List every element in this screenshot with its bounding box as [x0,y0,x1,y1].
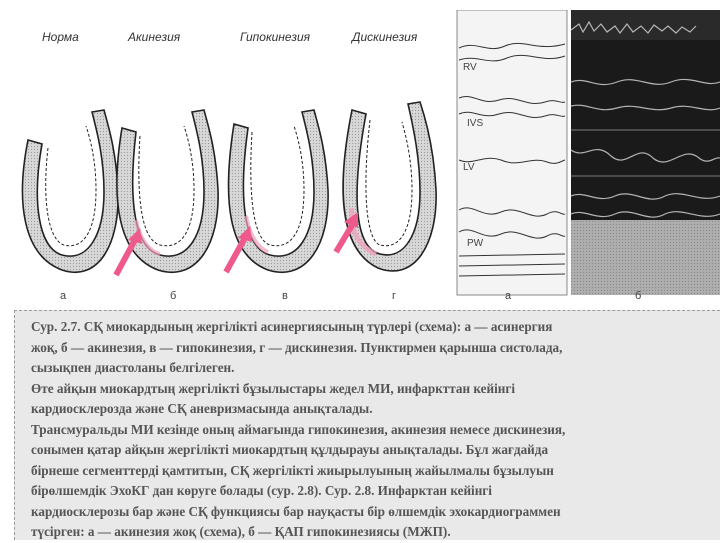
ventricle-hypokinesia [226,110,328,272]
caption-line: сызықпен диастоланы белгілеген. [31,360,235,375]
echo-label-ivs: IVS [467,118,484,129]
caption-line: кардиосклерозда және СҚ аневризмасында анықталады. [31,401,373,416]
panel-title-akinesia: Акинезия [128,30,181,44]
echo-label-lv: LV [463,162,475,173]
panel-letter-c: в [282,290,288,302]
ventricle-dyskinesia [336,102,436,271]
ventricle-schematics [0,40,440,330]
panel-title-norm: Норма [42,30,79,44]
caption-line: Өте айқын миокардтың жергілікті бұзылыстары жедел МИ, инфаркттан кейінгі [31,380,516,396]
panel-title-dyskinesia: Дискинезия [352,30,418,44]
caption-line: сонымен қатар айқын жергілікті миокардтың құлдырауы анықталады. Бұл жағдайда [31,442,549,457]
echo-label-rv: RV [463,62,477,73]
ventricle-normal [22,110,118,272]
panel-title-hypokinesia: Гипокинезия [240,30,311,44]
caption-line: Трансмуральды МИ кезінде оның аймағында гипокинезия, акинезия немесе дискинезия, [31,421,566,437]
echo-letter-b: б [635,290,642,302]
caption-line: түсірген: а — акинезия жоқ (схема), б — ҚАП гипокинезиясы (МЖП). [31,524,451,539]
panel-letter-d: г [392,290,397,302]
echo-label-pw: PW [467,238,484,249]
caption-line: кардиосклерозы бар және СҚ функциясы бар науқасты бір өлшемдік эхокардиограммен [31,503,561,519]
echocardiogram [447,10,720,300]
ventricle-akinesia [116,110,218,275]
echo-letter-a: а [505,290,512,302]
panel-letter-a: а [60,290,67,302]
caption-line: бірнеше сегменттерді қамтитын, СҚ жергілікті жиырылуының жайылмалы бұзылуын [31,462,554,478]
caption-line: бірөлшемдік ЭхоКГ дан көруге болады (сур. 2.8). Сур. 2.8. Инфарктан кейінгі [31,483,492,498]
caption-line: Сур. 2.7. СҚ миокардының жергілікті асинергиясының түрлері (схема): а — асинергия [31,319,553,334]
echo-schematic-and-image [447,10,720,300]
figure-caption [14,310,720,540]
panel-letter-b: б [170,290,177,302]
caption-line: жоқ, б — акинезия, в — гипокинезия, г — дискинезия. Пунктирмен қарынша систолада, [31,339,563,355]
